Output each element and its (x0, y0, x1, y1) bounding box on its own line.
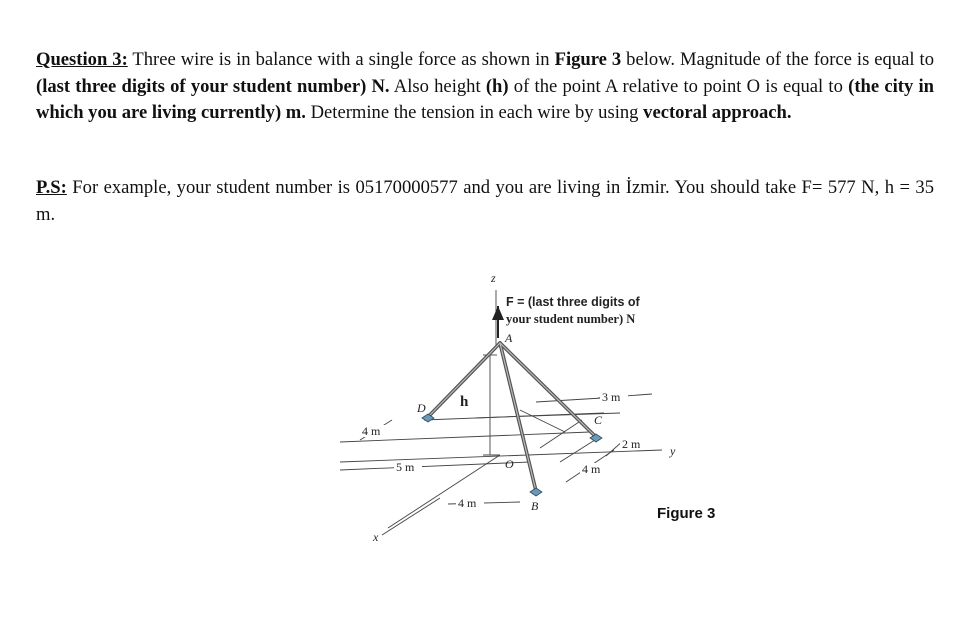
question-text-5: Determine the tension in each wire by using (305, 102, 644, 124)
dim-2m-label: 2 m (622, 437, 641, 451)
question-label: Question 3: (36, 49, 128, 70)
question-bold-1: Figure 3 (554, 49, 622, 70)
ps-label: P.S: (36, 177, 67, 198)
grid-line-5 (520, 410, 565, 432)
point-o-label: O (505, 457, 514, 471)
point-c-label: C (594, 413, 603, 427)
question-bold-3: (h) (485, 75, 509, 97)
dim-4m-right-label: 4 m (582, 462, 601, 476)
dim-5m-line (340, 462, 530, 470)
dim-5m-label: 5 m (396, 460, 415, 474)
figure-caption: Figure 3 (657, 505, 716, 522)
anchors (422, 414, 602, 496)
anchor-b (530, 488, 542, 496)
ground-lines (340, 394, 662, 535)
x-axis-label: x (373, 530, 379, 544)
point-a-label: A (505, 331, 513, 345)
grid-line-4 (536, 398, 602, 402)
y-axis-line (340, 450, 662, 462)
question-text-1: Three wire is in balance with a single force as shown in (127, 49, 555, 70)
point-b-label: B (531, 499, 539, 513)
z-axis-label: z (491, 271, 496, 285)
grid-line-7 (560, 438, 598, 462)
y-axis-label: y (670, 444, 676, 458)
question-bold-5: vectoral approach. (643, 102, 792, 124)
question-text-2: below. Magnitude of the force is equal to (621, 49, 934, 70)
point-d-label: D (417, 401, 426, 415)
x-dim-line (382, 498, 440, 535)
force-label-line-1: F = (last three digits of (506, 295, 640, 309)
question-text-4: of the point A relative to point O is equal to (508, 75, 849, 97)
ps-text: For example, your student number is 05170000577 and you are living in İzmir. You should take F= 577 N, h = 35 m. (36, 177, 934, 225)
dim-3m-label: 3 m (602, 390, 621, 404)
force-label-line-2: your student number) N (506, 312, 636, 326)
wire-ac-highlight (500, 343, 596, 437)
question-text-3: Also height (389, 75, 486, 97)
dim-4m-left-label: 4 m (362, 424, 381, 438)
question-bold-4: (the city in which you are living currently) m. (36, 75, 934, 124)
plumb-lines (483, 355, 500, 455)
question-bold-2: (last three digits of your student number) N. (36, 75, 390, 97)
dim-4m-bottom-label: 4 m (458, 496, 477, 510)
height-label: h (460, 394, 469, 410)
